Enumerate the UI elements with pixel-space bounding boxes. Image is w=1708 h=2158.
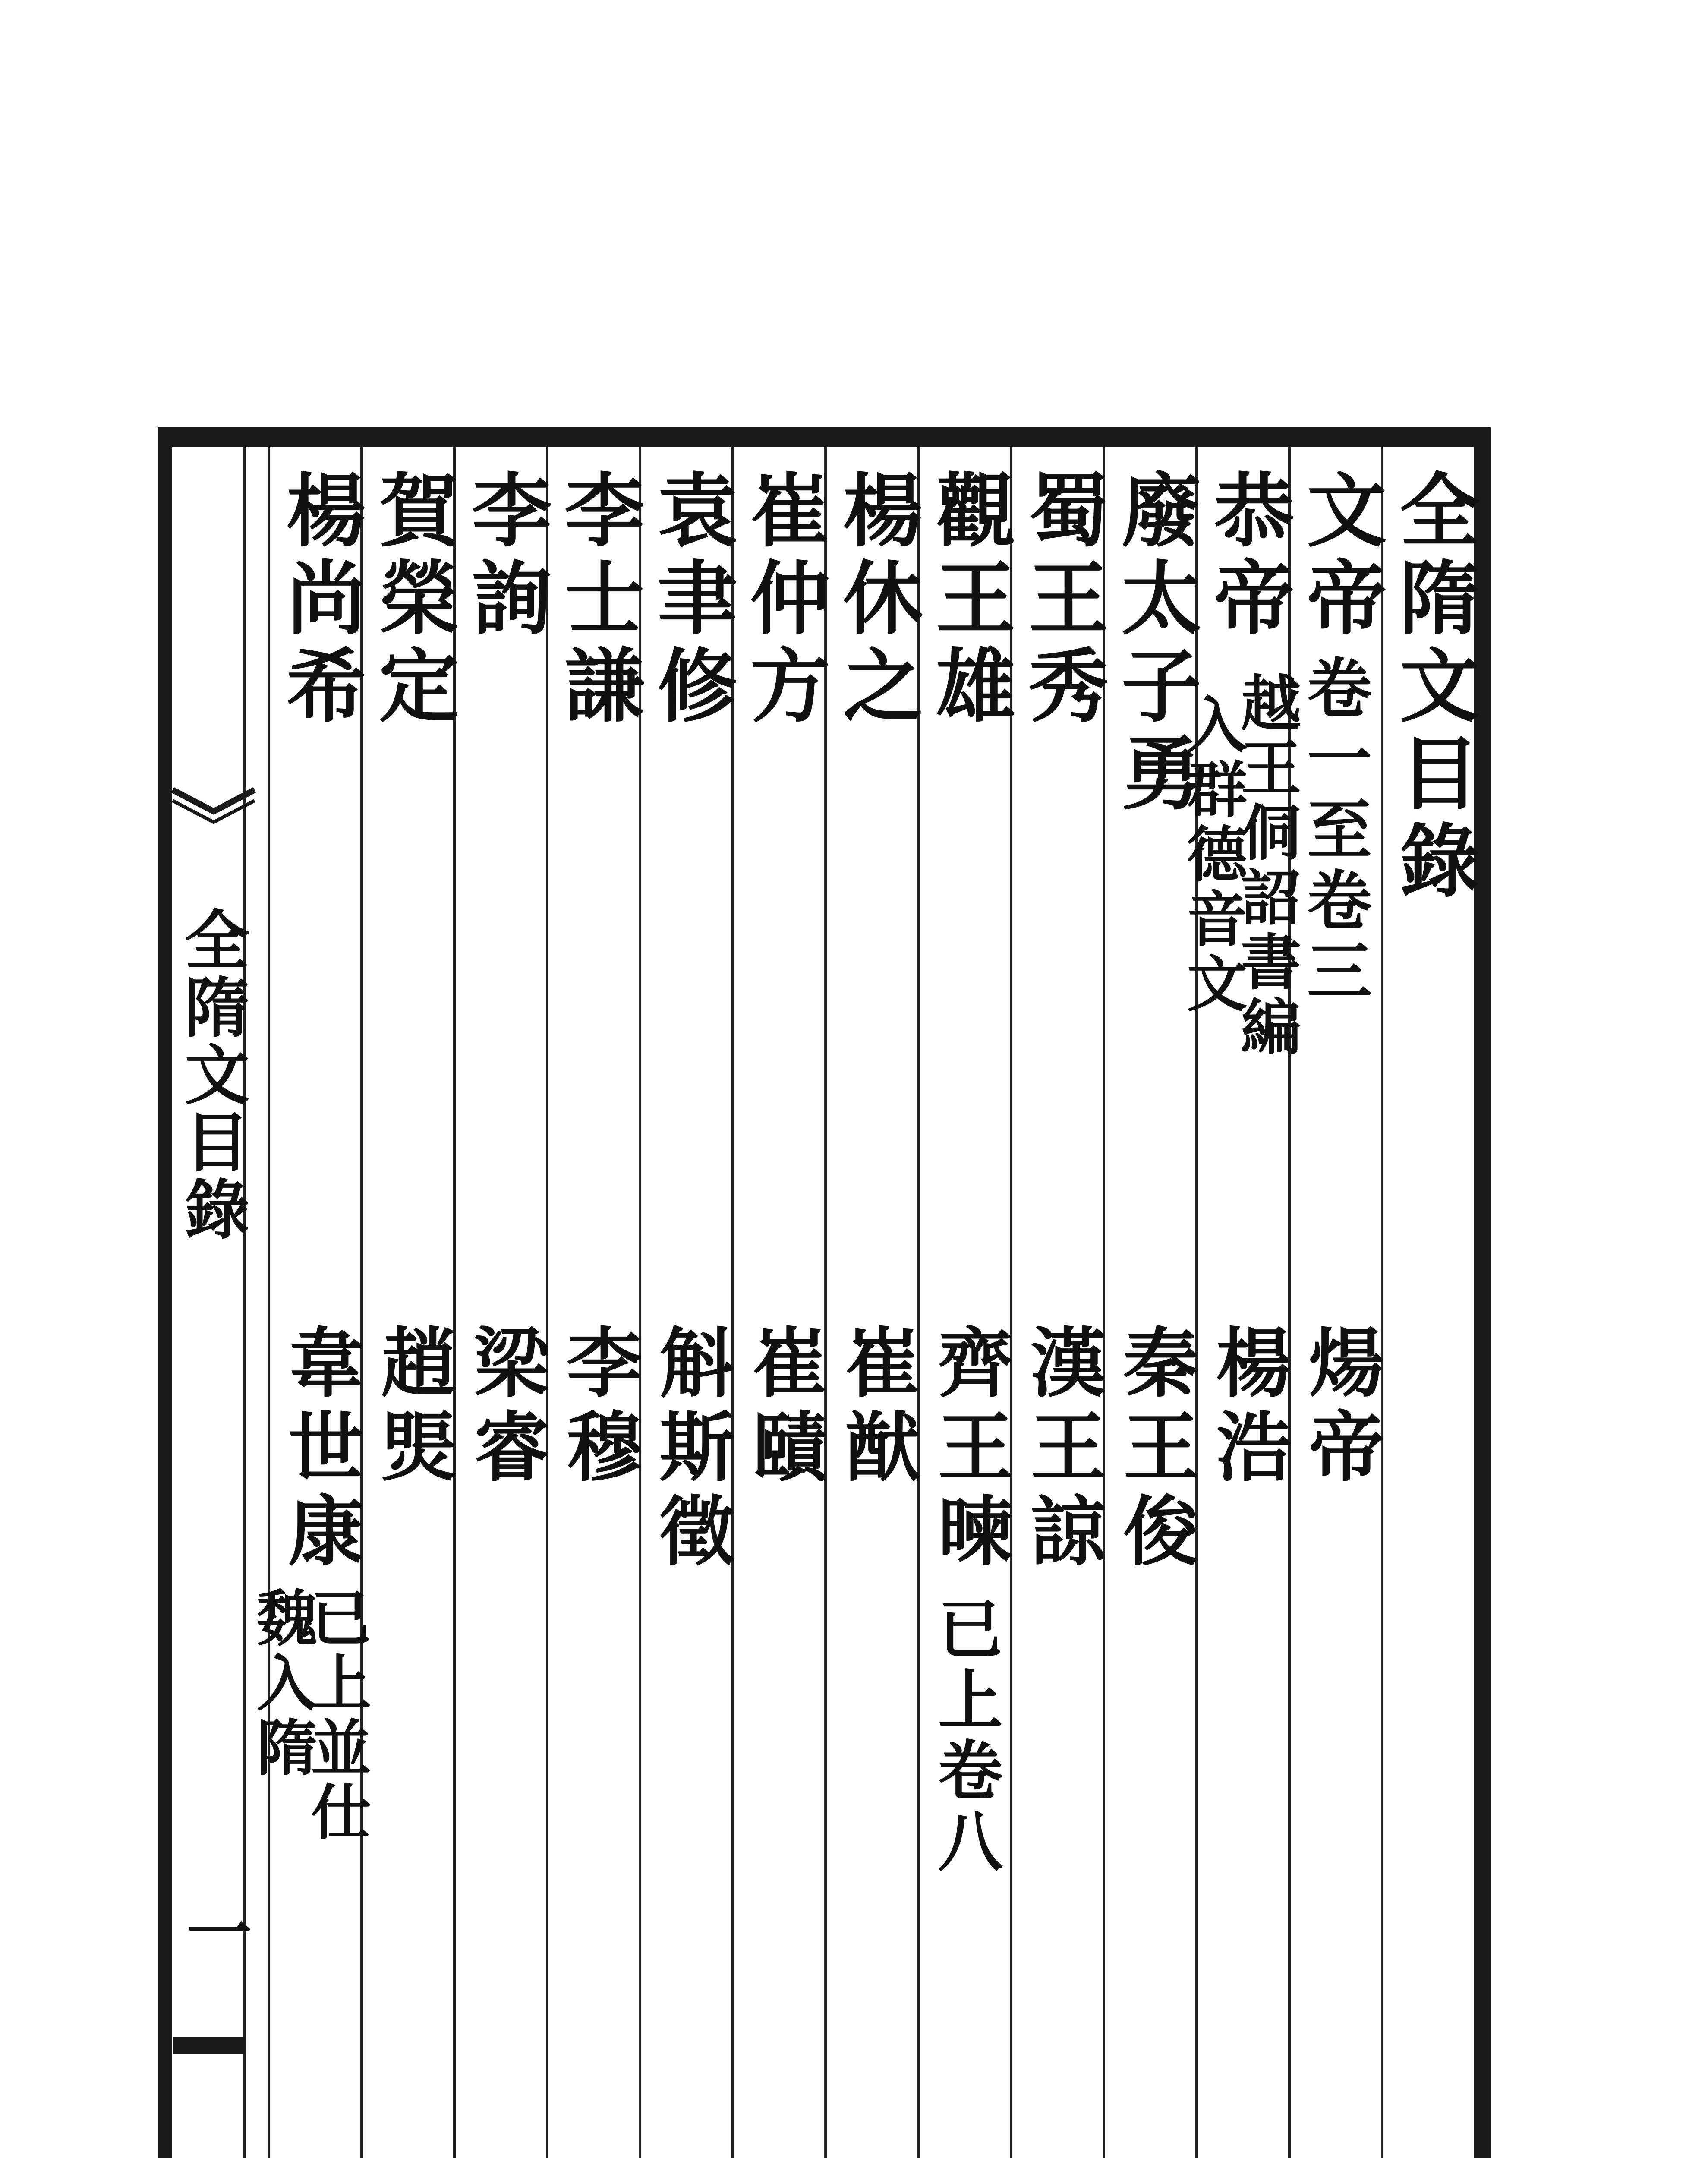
toc-entry-note: 已上卷八 [927, 1595, 1003, 1878]
toc-entry-lower: 梁睿 [461, 1323, 550, 1492]
toc-column [247, 447, 372, 2158]
toc-entry: 李詢 [458, 469, 552, 644]
toc-entry: 恭帝 [1201, 469, 1295, 644]
toc-entry: 觀王雄 [922, 469, 1016, 732]
toc-entry-note: 入群德音文 [1177, 693, 1248, 1017]
toc-entry-lower: 秦王俊 [1111, 1323, 1199, 1576]
toc-entry: 李士謙 [551, 469, 645, 732]
toc-entry-lower: 齊王暕 [925, 1323, 1014, 1576]
toc-entry: 賀榮定 [366, 469, 460, 732]
toc-entry-lower: 漢王諒 [1018, 1323, 1106, 1576]
toc-entry-note: 越王侗詔書編 [1231, 672, 1301, 1060]
toc-column [1177, 447, 1301, 2158]
toc-column [917, 447, 1016, 2158]
toc-column [1381, 447, 1480, 2158]
toc-entry-lower: 崔猷 [832, 1323, 921, 1492]
toc-column [546, 447, 645, 2158]
toc-column [1288, 447, 1387, 2158]
toc-entry-lower: 趙煚 [369, 1323, 457, 1492]
fold-title: 全隋文目錄 [173, 906, 249, 1243]
toc-entry-lower: 李穆 [554, 1323, 643, 1492]
toc-column [1103, 447, 1202, 2158]
fold-bar [173, 2037, 246, 2054]
toc-entry: 文帝 [1293, 469, 1387, 644]
toc-column [731, 447, 831, 2158]
toc-entry: 崔仲方 [737, 469, 831, 732]
toc-column [453, 447, 552, 2158]
toc-entry-note: 已上並仕 [301, 1587, 372, 1846]
toc-entry-note: 魏入隋 [247, 1587, 318, 1781]
toc-entry-lower: 斛斯徵 [647, 1323, 735, 1576]
toc-columns [246, 447, 1480, 2158]
toc-column [639, 447, 738, 2158]
toc-column [824, 447, 923, 2158]
toc-entry: 廢太子勇 [1108, 469, 1202, 819]
toc-column [1010, 447, 1109, 2158]
toc-entry: 楊休之 [829, 469, 923, 732]
toc-heading: 全隋文目錄 [1386, 469, 1480, 907]
toc-entry: 蜀王秀 [1015, 469, 1109, 732]
toc-column [360, 447, 460, 2158]
toc-entry-lower: 煬帝 [1296, 1323, 1385, 1492]
toc-entry-lower: 崔賾 [740, 1323, 828, 1492]
toc-entry-note: 卷一至卷三 [1296, 654, 1372, 1008]
toc-entry-lower: 韋世康 [276, 1323, 364, 1576]
fold-page-number: 一 [176, 1899, 252, 1964]
toc-entry: 袁聿修 [644, 469, 738, 732]
toc-entry: 楊尚希 [273, 469, 367, 732]
toc-entry-lower: 楊浩 [1204, 1323, 1292, 1492]
